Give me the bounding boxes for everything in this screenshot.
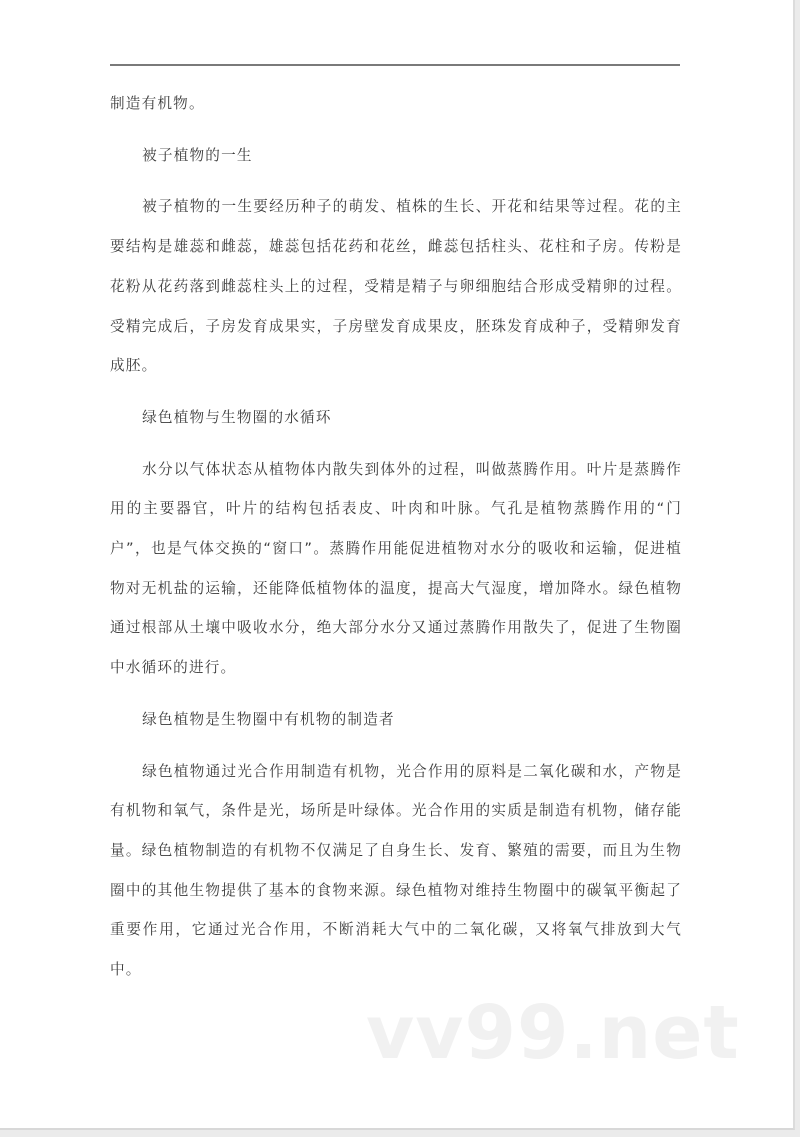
section-body-angiosperm-life: 被子植物的一生要经历种子的萌发、植株的生长、开花和结果等过程。花的主要结构是雄蕊和雌蕊，雄蕊包括花药和花丝，雌蕊包括柱头、花柱和子房。传粉是花粉从花药落到雌蕊柱头上的过程，受精是精子与卵细胞结合形成受精卵的过程。受精完成后，子房发育成果实，子房壁发育成果皮，胚珠发育成种子，受精卵发育成胚。: [110, 198, 682, 375]
header-rule-divider: [110, 64, 680, 66]
continuation-paragraph: 制造有机物。: [110, 95, 205, 112]
section-body-water-cycle: 水分以气体状态从植物体内散失到体外的过程，叫做蒸腾作用。叶片是蒸腾作用的主要器官，叶片的结构包括表皮、叶肉和叶脉。气孔是植物蒸腾作用的“门户”，也是气体交换的“窗口”。蒸腾作用能促进植物对水分的吸收和运输，促进植物对无机盐的运输，还能降低植物体的温度，提高大气湿度，增加降水。绿色植物通过根部从土壤中吸收水分，绝大部分水分又通过蒸腾作用散失了，促进了生物圈中水循环的进行。: [110, 460, 682, 677]
document-content: [110, 84, 682, 990]
section-heading-angiosperm-life: 被子植物的一生: [142, 146, 253, 164]
watermark-text: vv99.net: [366, 990, 740, 1076]
section-heading-water-cycle: 绿色植物与生物圈的水循环: [142, 408, 332, 426]
section-body-organic-producer: 绿色植物通过光合作用制造有机物，光合作用的原料是二氧化碳和水，产物是有机物和氧气，条件是光，场所是叶绿体。光合作用的实质是制造有机物，储存能量。绿色植物制造的有机物不仅满足了自身生长、发育、繁殖的需要，而且为生物圈中的其他生物提供了基本的食物来源。绿色植物对维持生物圈中的碳氧平衡起了重要作用，它通过光合作用，不断消耗大气中的二氧化碳，又将氧气排放到大气中。: [110, 762, 682, 979]
section-heading-organic-producer: 绿色植物是生物圈中有机物的制造者: [142, 710, 395, 728]
